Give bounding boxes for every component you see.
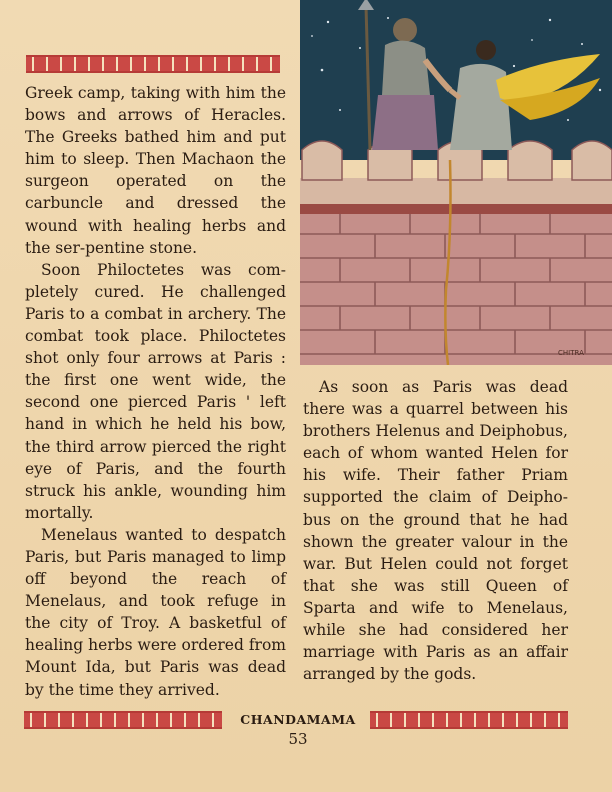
paragraph: Soon Philoctetes was com-pletely cured. He challenged Paris to a combat in archery. The combat took place. Philoctetes shot only four arrows at Paris : the first one went wide, the second one pierced Paris ' left hand in which he held his bow, the third arrow pierced the right eye of Paris, and the fourth struck his ankle, wounding him mortally.	[25, 260, 286, 522]
artist-signature: CHITRA	[558, 349, 584, 357]
illustration-svg	[300, 0, 612, 365]
parapet-ledge	[300, 178, 612, 204]
decorative-border-top	[26, 55, 280, 73]
wall-band	[300, 204, 612, 214]
left-text-column	[25, 82, 286, 701]
right-text-column	[303, 376, 568, 685]
paragraph: Menelaus wanted to despatch Paris, but Paris managed to limp off beyond the reach of Menelaus, and took refuge in the city of Troy. A basketful of healing herbs were ordered from Mount Ida, but Paris was dead by the time they arrived.	[25, 525, 286, 699]
page-number: 53	[288, 730, 308, 748]
brick-wall	[300, 204, 612, 365]
magazine-title: CHANDAMAMA	[240, 712, 356, 727]
illustration-helen-on-wall	[300, 0, 612, 365]
decorative-border-bottom-left	[24, 711, 222, 729]
decorative-border-bottom-right	[370, 711, 568, 729]
paragraph: As soon as Paris was dead there was a quarrel between his brothers Helenus and Deiphobus, each of whom wanted Helen for his wife. Their father Priam supported the claim of Deipho-bus on the ground that he had shown the greater valour in the war. But Helen could not forget that she was still Queen of Sparta and wife to Menelaus, while she had considered her marriage with Paris as an affair arranged by the gods.	[303, 378, 568, 684]
paragraph: Greek camp, taking with him the bows and arrows of Heracles. The Greeks bathed him and put him to sleep. Then Machaon the surgeon operated on the carbuncle and dressed the wound with healing herbs and the ser-pentine stone.	[25, 84, 286, 257]
